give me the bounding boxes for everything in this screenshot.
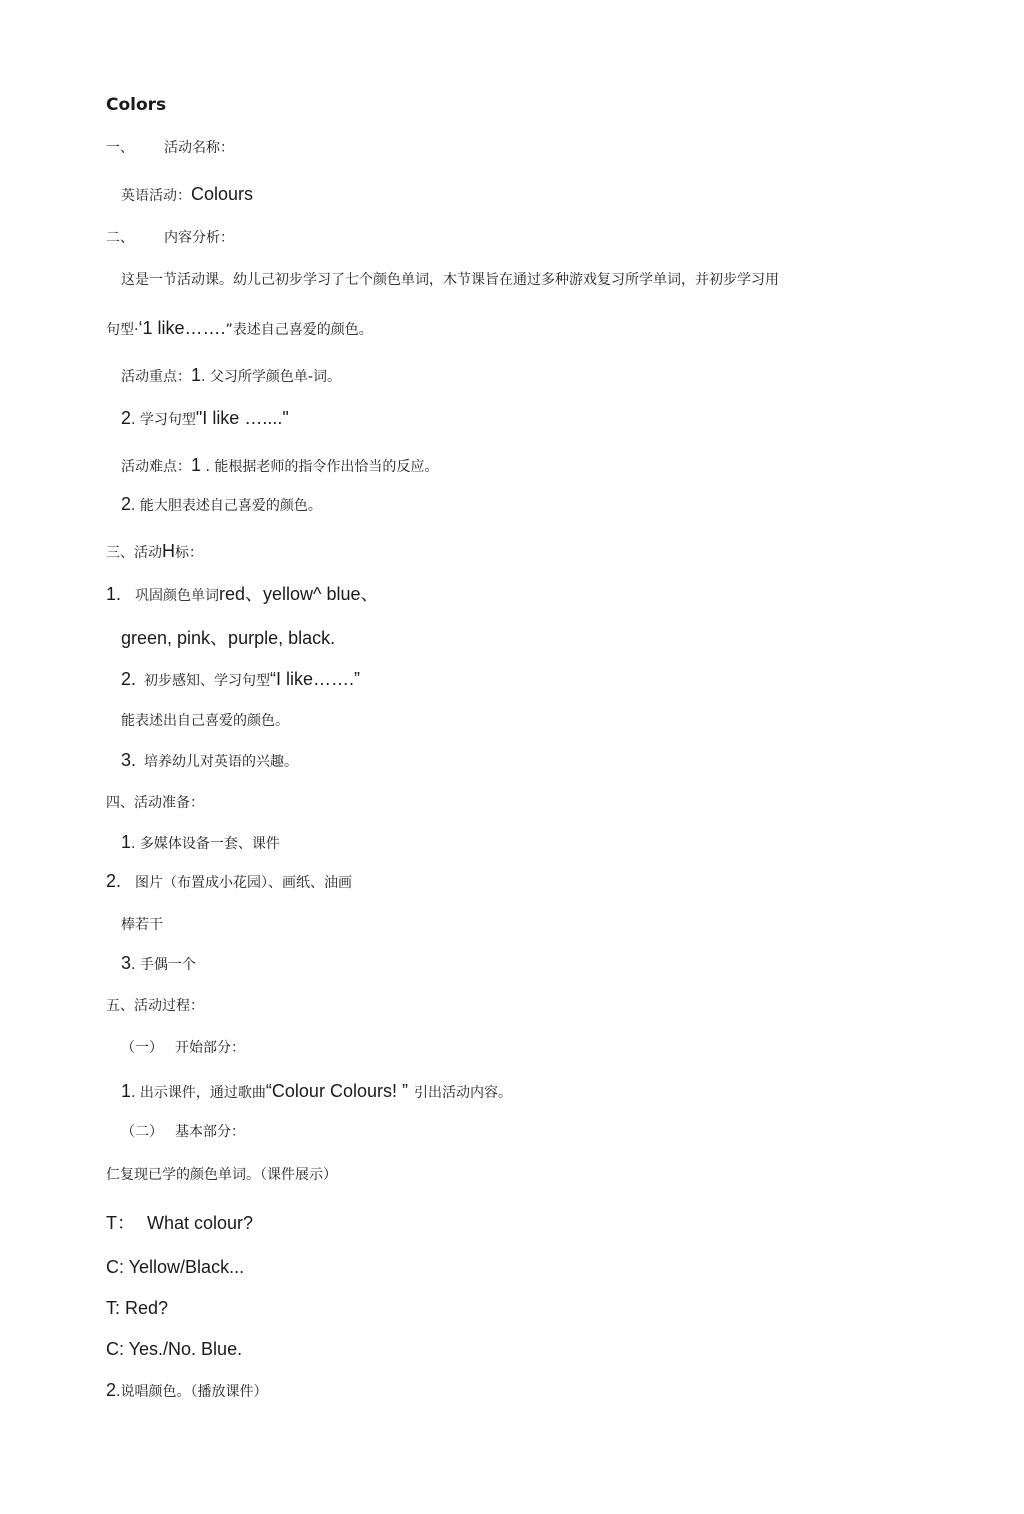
section-1-heading	[106, 141, 234, 155]
difficulty-2: 2. 能大胆表述自己喜爱的颜色。	[121, 494, 322, 514]
section-title: 内容分析：	[164, 230, 234, 246]
sing-step: 2.说唱颜色。（播放课件）	[106, 1380, 268, 1400]
goal-2: 2. 初步感知、学习句型“I like…….”	[121, 669, 361, 689]
key-point-2: 2. 学习句型"I like …...."	[121, 408, 289, 428]
difficulty-1: 活动难点：1 . 能根据老师的指令作出恰当的反应。	[121, 455, 439, 475]
step-1: 1. 出示课件，通过歌曲“Colour Colours! ” 引出活动内容。	[121, 1081, 512, 1101]
section-2-heading	[106, 231, 234, 245]
prep-2: 2. 图片（布置成小花园）、画纸、油画	[106, 871, 353, 891]
review-step: 仁复现已学的颜色单词。（课件展示）	[106, 1167, 337, 1183]
prep-1: 1. 多媒体设备一套、课件	[121, 832, 280, 852]
key-point-1: 活动重点：1. 父习所学颜色单-词。	[121, 365, 341, 385]
section-4-heading: 四、活动准备：	[106, 795, 204, 811]
section-title: 活动名称：	[164, 140, 234, 156]
prep-2-continued: 棒若干	[121, 917, 163, 933]
dialog-line-1: T： What colour?	[106, 1213, 254, 1233]
part-2-heading: （二） 基本部分：	[121, 1124, 245, 1140]
dialog-line-4: C: Yes./No. Blue.	[106, 1339, 243, 1359]
activity-name-line: 英语活动：Colours	[121, 184, 254, 204]
section-5-heading: 五、活动过程：	[106, 998, 204, 1014]
document-title: Colors	[106, 95, 167, 115]
goal-1-continued: green, pink、purple, black.	[121, 628, 336, 648]
part-1-heading: （一） 开始部分：	[121, 1040, 245, 1056]
prep-3: 3. 手偶一个	[121, 953, 196, 973]
analysis-paragraph-line-2: 句型·‘1 like…….”表述自己喜爱的颜色。	[106, 318, 373, 338]
section-number: 二、	[106, 230, 134, 246]
goal-1: 1. 巩固颜色单词red、yellow^ blue、	[106, 584, 379, 604]
goal-2-continued: 能表述出自己喜爱的颜色。	[121, 713, 289, 729]
section-3-heading: 三、活动H标：	[106, 541, 203, 561]
dialog-line-2: C: Yellow/Black...	[106, 1257, 245, 1277]
goal-3: 3. 培养幼儿对英语的兴趣。	[121, 750, 299, 770]
analysis-paragraph-line-1: 这是一节活动课。幼儿己初步学习了七个颜色单词，木节课旨在通过多种游戏复习所学单词，并初步学习用	[121, 272, 779, 288]
section-number: 一、	[106, 140, 134, 156]
dialog-line-3: T: Red?	[106, 1298, 169, 1318]
